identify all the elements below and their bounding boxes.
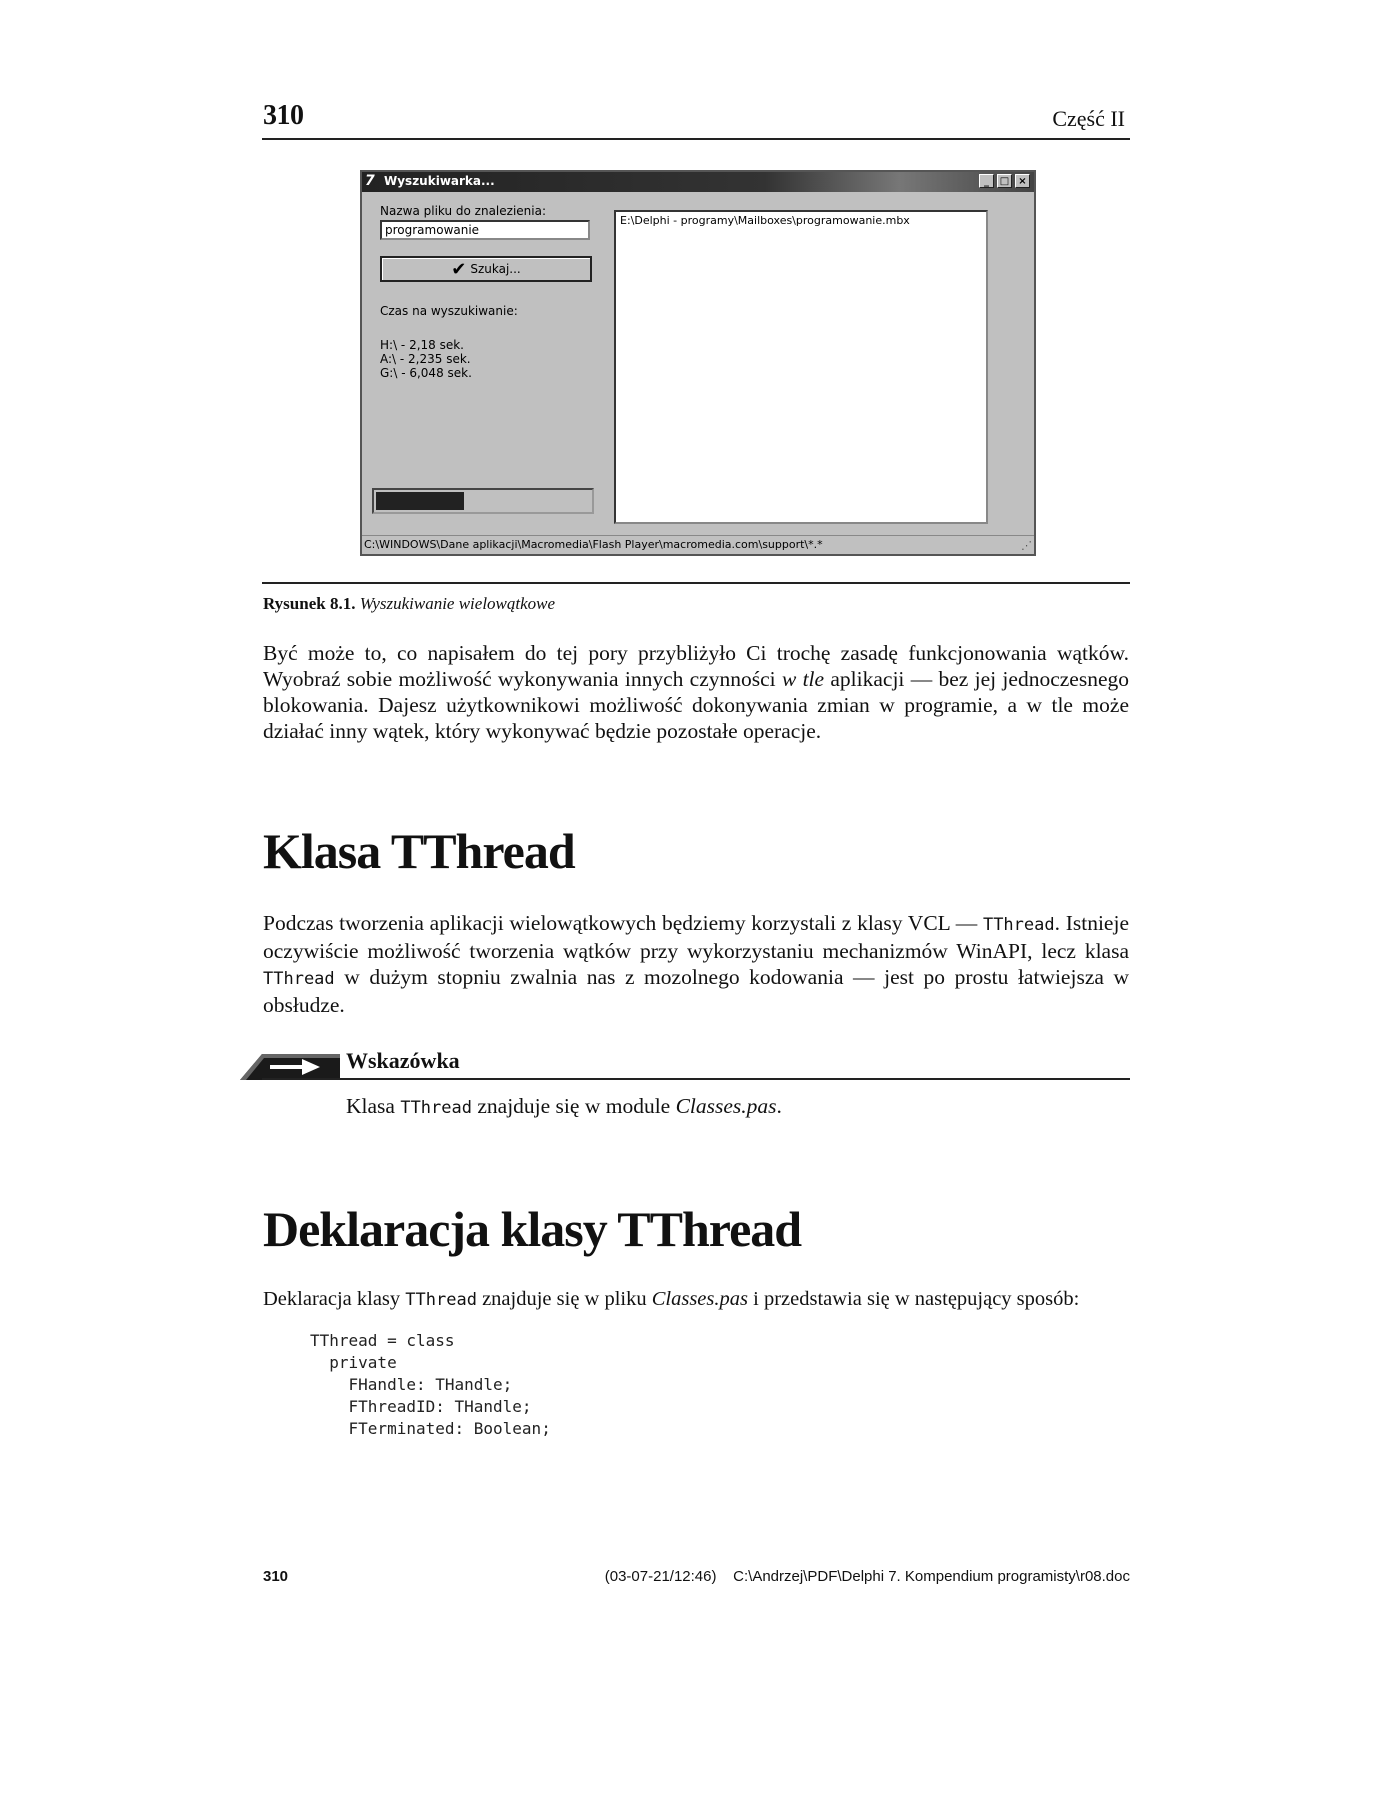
text-run: . [776,1094,782,1118]
code-line: FThreadID: THandle; [310,1397,532,1416]
inline-code: TThread [400,1098,472,1118]
inline-code: TThread [405,1290,477,1310]
filename-input[interactable] [380,220,590,240]
figure-label: Rysunek 8.1. [263,594,356,613]
arrow-icon [240,1052,340,1080]
text-run: i przedstawia się w następujący sposób: [748,1288,1080,1310]
header-rule [262,138,1130,140]
figure-rule [262,582,1130,584]
text-run: . Istnieje oczywiście możliwość tworzenia wątków przy wykorzystaniu mechanizmów WinAPI, lecz klasa [263,911,1129,963]
code-line: FHandle: THandle; [310,1375,513,1394]
footer-file-info: (03-07-21/12:46) C:\Andrzej\PDF\Delphi 7. Kompendium programisty\r08.doc [604,1568,1130,1585]
search-time-label: Czas na wyszukiwanie: [380,304,518,318]
text-run: Być może to, co napisałem do tej pory przybliżyło Ci trochę zasadę funkcjonowania wątków. Wyobraź sobie możliwość wykonywania innych czynności [263,641,1129,691]
minimize-button[interactable]: _ [979,174,994,188]
paragraph [263,910,1129,1018]
paragraph [263,1286,1129,1313]
code-listing [310,1330,551,1440]
search-time-item: H:\ - 2,18 sek. [380,338,464,352]
inline-code: TThread [982,915,1055,935]
progress-fill [376,492,464,510]
checkmark-icon: ✔ [451,259,467,280]
header-part-title: Część II [1052,106,1125,131]
search-times-list [380,338,472,380]
text-run: aplikacji — bez jej jednoczesnego blokowania. Dajesz użytkownikowi możliwość dokonywania zmian w programie, a w tle może działać inny wątek, który wykonywać będzie pozostałe operacje. [263,667,1129,743]
search-time-item: G:\ - 6,048 sek. [380,366,472,380]
text-run: Deklaracja klasy [263,1288,406,1310]
text-run: Klasa [346,1094,401,1118]
emphasis: Classes.pas [675,1094,777,1118]
results-list[interactable] [614,210,988,524]
window-titlebar[interactable] [362,172,1034,192]
text-run: znajduje się w pliku [476,1288,652,1310]
figure-caption [263,594,555,614]
resize-grip-icon[interactable]: ⋰ [1021,539,1032,552]
result-item[interactable]: E:\Delphi - programy\Mailboxes\programowanie.mbx [620,214,910,227]
paragraph [263,640,1129,744]
tip-rule [262,1078,1130,1080]
footer-page-number: 310 [263,1568,289,1585]
emphasis: Classes.pas [651,1288,748,1310]
header-page-number: 310 [263,100,304,131]
text-run: Podczas tworzenia aplikacji wielowątkowych będziemy korzystali z klasy VCL — [263,911,983,935]
close-button[interactable]: × [1015,174,1030,188]
status-bar [362,535,1034,554]
window-title: Wyszukiwarka... [384,174,495,188]
search-app-window [360,170,1036,556]
maximize-button[interactable]: □ [997,174,1012,188]
figure-caption-text: Wyszukiwanie wielowątkowe [359,594,556,613]
emphasis: w tle [781,667,825,691]
code-line: TThread = class [310,1331,455,1350]
app-icon: 7 [365,173,375,189]
search-button-label: Szukaj... [470,262,521,276]
section-heading: Klasa TThread [263,823,575,879]
filename-label: Nazwa pliku do znalezienia: [380,204,546,218]
tip-text [346,1094,782,1119]
code-line: FTerminated: Boolean; [310,1419,551,1438]
search-time-item: A:\ - 2,235 sek. [380,352,471,366]
section-heading: Deklaracja klasy TThread [263,1201,802,1257]
code-line: private [310,1353,397,1372]
status-text: C:\WINDOWS\Dane aplikacji\Macromedia\Flash Player\macromedia.com\support\*.* [364,538,823,551]
progress-bar [372,488,594,514]
text-run: znajduje się w module [471,1094,676,1118]
inline-code: TThread [263,969,335,989]
text-run: w dużym stopniu zwalnia nas z mozolnego kodowania — jest po prostu łatwiejsza w obsłudze. [263,965,1129,1017]
tip-label: Wskazówka [346,1048,460,1073]
search-button[interactable] [380,256,592,282]
